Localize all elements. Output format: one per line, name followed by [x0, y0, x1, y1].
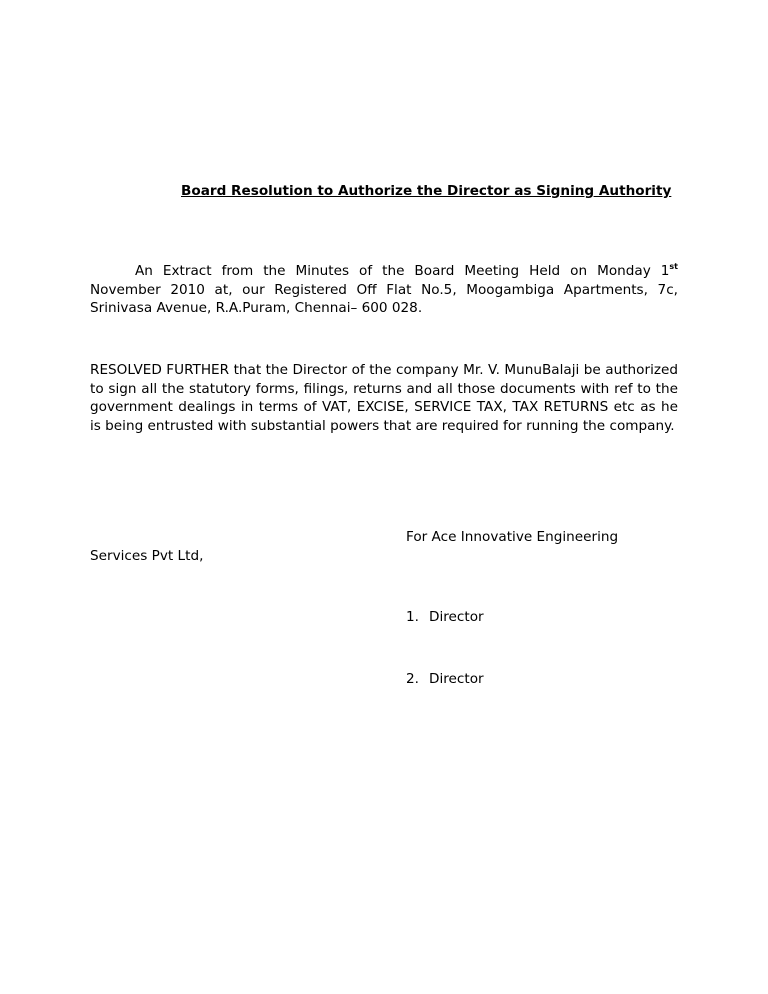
meeting-extract-paragraph — [90, 262, 678, 318]
director-signature-line-1 — [406, 608, 484, 627]
document-title: Board Resolution to Authorize the Director as Signing Authority — [181, 183, 672, 199]
meeting-extract-text-continued: November 2010 at, our Registered Off Flat No.5, Moogambiga Apartments, 7c, Srinivasa Avenue, R.A.Puram, Chennai– 600 028. — [90, 281, 678, 316]
director-number: 1. — [406, 609, 419, 625]
director-label: Director — [429, 671, 484, 687]
director-number: 2. — [406, 671, 419, 687]
director-label: Director — [429, 609, 484, 625]
date-ordinal-suffix: st — [669, 262, 678, 271]
director-signature-line-2 — [406, 670, 484, 689]
signatory-company-name: For Ace Innovative Engineering Services Pvt Ltd, — [90, 529, 619, 564]
resolution-paragraph: RESOLVED FURTHER that the Director of the company Mr. V. MunuBalaji be authorized to sign all the statutory forms, filings, returns and all those documents with ref to the government dealings in terms of VAT, EXCISE, SERVICE TAX, TAX RETURNS etc as he is being entrusted with substantial powers that are required for running the company. — [90, 362, 678, 434]
meeting-extract-text: An Extract from the Minutes of the Board Meeting Held on Monday 1 — [135, 263, 670, 279]
